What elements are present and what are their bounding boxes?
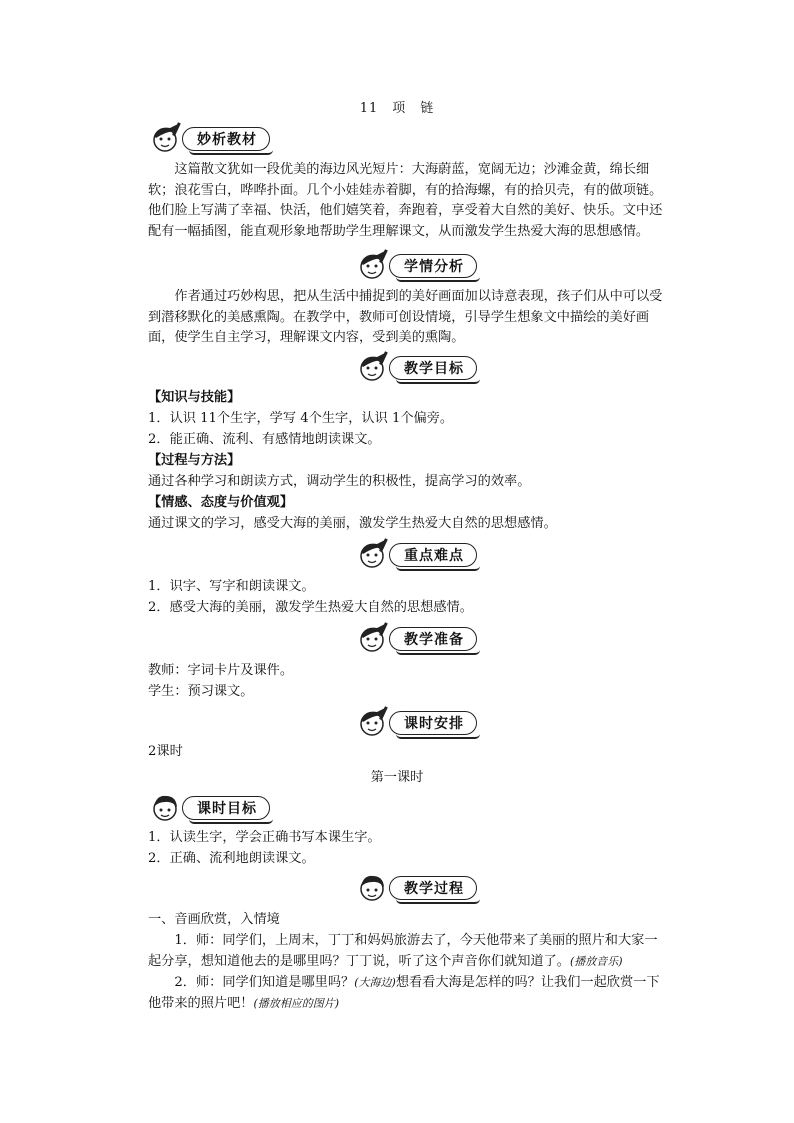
section-title: 学情分析 xyxy=(389,254,477,278)
section-badge-lesson-goals xyxy=(148,794,270,822)
section-title: 教学准备 xyxy=(389,627,477,651)
section-title: 教学过程 xyxy=(389,876,477,900)
student-mascot-icon xyxy=(355,871,395,905)
schedule-line: 2课时 xyxy=(148,744,183,759)
process-paragraph-2 xyxy=(148,973,668,1014)
textbook-analysis-text: 这篇散文犹如一段优美的海边风光短片：大海蔚蓝，宽阔无边；沙滩金黄，绵长细软；浪花雪白，哗哗扑面。几个小娃娃赤着脚，有的拾海螺，有的拾贝壳，有的做项链。他们脸上写满了幸福、快活，他们嬉笑着，奔跑着，享受着大自然的美好、快乐。文中还配有一幅插图，能直观形象地帮助学生理解课文，从而激发学生热爱大海的思想感情。 xyxy=(148,162,663,239)
teacher-mascot-icon xyxy=(355,706,395,740)
section-title: 重点难点 xyxy=(389,543,477,567)
goals-line: 1．认识 11个生字，学写 4个生字，认识 1个偏旁。 xyxy=(148,411,454,426)
teacher-mascot-icon xyxy=(355,249,395,283)
process-paragraph-1 xyxy=(148,931,668,972)
stage-note: (大海边) xyxy=(354,976,396,989)
lesson-goals-line: 1．认读生字，学会正确书写本课生字。 xyxy=(148,830,381,845)
goals-heading-knowledge: 【知识与技能】 xyxy=(148,390,241,405)
process-text: 想看看大海是怎样的吗？让我们一起欣赏一下他带来的照片吧！ xyxy=(148,975,660,1011)
student-mascot-icon xyxy=(148,791,188,825)
section-title: 课时安排 xyxy=(389,711,477,735)
preparation-line: 学生：预习课文。 xyxy=(148,684,254,699)
section-badge-teaching-process xyxy=(355,874,477,902)
first-lesson-subtitle: 第一课时 xyxy=(370,770,424,785)
section-title: 课时目标 xyxy=(182,796,270,820)
process-heading: 一、音画欣赏，入情境 xyxy=(148,912,280,927)
goals-line: 2．能正确、流利、有感情地朗读课文。 xyxy=(148,432,381,447)
teacher-mascot-icon xyxy=(355,351,395,385)
section-badge-schedule xyxy=(355,709,477,737)
goals-line: 通过各种学习和朗读方式，调动学生的积极性，提高学习的效率。 xyxy=(148,474,531,489)
section-badge-teaching-goals xyxy=(355,354,477,382)
teacher-mascot-icon xyxy=(355,538,395,572)
preparation-line: 教师：字词卡片及课件。 xyxy=(148,663,294,678)
teacher-mascot-icon xyxy=(355,622,395,656)
section-badge-student-analysis xyxy=(355,252,477,280)
lesson-goals-line: 2．正确、流利地朗读课文。 xyxy=(148,851,315,866)
section-badge-preparation xyxy=(355,625,477,653)
stage-note: (播放音乐) xyxy=(570,954,623,968)
goals-heading-emotion: 【情感、态度与价值观】 xyxy=(148,495,294,510)
section-title: 教学目标 xyxy=(389,356,477,380)
lesson-title: 11 项 链 xyxy=(359,101,435,116)
section-badge-textbook-analysis xyxy=(148,125,270,153)
process-text: 2．师：同学们知道是哪里吗？ xyxy=(174,975,355,990)
key-points-line: 1．识字、写字和朗读课文。 xyxy=(148,579,315,594)
student-analysis-text: 作者通过巧妙构思，把从生活中捕捉到的美好画面加以诗意表现，孩子们从中可以受到潜移默化的美感熏陶。在教学中，教师可创设情境，引导学生想象文中描绘的美好画面，使学生自主学习，理解课文内容，受到美的熏陶。 xyxy=(148,289,663,345)
stage-note: (播放相应的图片) xyxy=(253,996,340,1010)
key-points-line: 2．感受大海的美丽，激发学生热爱大自然的思想感情。 xyxy=(148,600,473,615)
section-badge-key-points xyxy=(355,541,477,569)
goals-heading-process: 【过程与方法】 xyxy=(148,453,241,468)
teacher-mascot-icon xyxy=(148,122,188,156)
goals-line: 通过课文的学习，感受大海的美丽，激发学生热爱大自然的思想感情。 xyxy=(148,516,557,531)
section-title: 妙析教材 xyxy=(182,127,270,151)
process-text: 1．师：同学们，上周末，丁丁和妈妈旅游去了，今天他带来了美丽的照片和大家一起分享，想知道他去的是哪里吗？丁丁说，听了这个声音你们就知道了。 xyxy=(148,933,658,969)
